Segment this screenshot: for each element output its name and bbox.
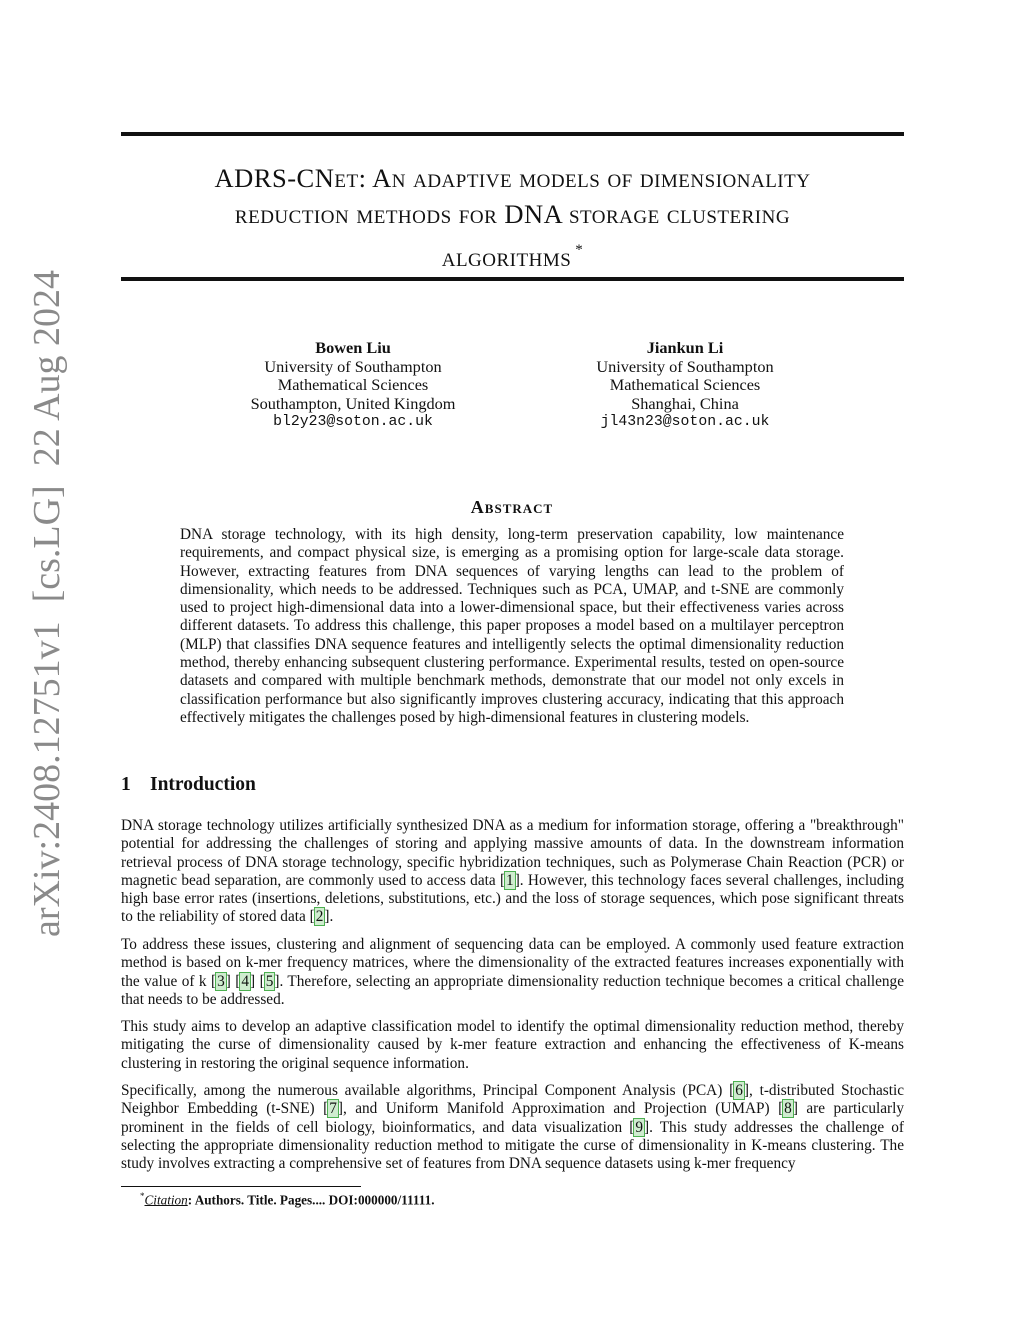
title-line-3: algorithms	[441, 242, 572, 272]
author-block-2	[560, 339, 810, 432]
author-location: Shanghai, China	[631, 393, 739, 413]
footnote	[140, 1191, 435, 1208]
intro-paragraph-1	[121, 817, 904, 927]
author-department: Mathematical Sciences	[609, 375, 761, 394]
intro-paragraph-4	[121, 1082, 904, 1173]
title-top-rule	[121, 132, 904, 136]
author-affiliation: University of Southampton	[596, 356, 774, 376]
paragraph-text: ]. However, this technology faces several challenges, including high base error rates (insertions, deletions, substitutions, etc.) and the loss of storage sequences, which pose significant threats to the reliability of stored data [	[121, 871, 904, 926]
citation-link[interactable]: 4	[241, 972, 250, 990]
title-line-2: reduction methods for DNA storage clustering	[234, 199, 791, 229]
abstract-text: DNA storage technology, with its high density, long-term preservation capability, low maintenance requirements, and compact physical size, is emerging as a promising option for large-scale data storage. However, extracting features from DNA sequences of varying lengths can lead to the problem of dimensionality, which needs to be addressed. Techniques such as PCA, UMAP, and t-SNE are commonly used to project high-dimensional data into a lower-dimensional space, but their effectiveness varies across different datasets. To address this challenge, this paper proposes a model based on a multilayer perceptron (MLP) that classifies DNA sequence features and intelligently selects the optimal dimensionality reduction method, thereby enhancing subsequent clustering performance. Experimental results, tested on open-source datasets and compared with multiple benchmark methods, demonstrate that our model not only excels in classification performance but also significantly improves clustering accuracy, indicating that this approach effectively mitigates the challenges posed by high-dimensional features in clustering models.	[180, 526, 844, 726]
paragraph-text: DNA storage technology utilizes artificially synthesized DNA as a medium for information storage, offering a "breakthrough" potential for addressing the challenges of storing and applying massive amounts of data. In the downstream information retrieval process of DNA storage technology, specific hybridization techniques, such as Polymerase Chain Reaction (PCR) or magnetic bead separation, are commonly used to access data [	[121, 817, 904, 889]
paragraph-text: ].	[324, 908, 334, 926]
paragraph-text: ] are particularly prominent in the fields of cell biology, bioinformatics, and data visualization [	[121, 1100, 905, 1136]
title-line-1: ADRS-CNet: An adaptive models of dimensionality	[214, 163, 811, 193]
citation-link[interactable]: 8	[784, 1100, 792, 1118]
paragraph-text: ]. This study addresses the challenge of selecting the appropriate dimensionality reduction method to mitigate the curse of dimensionality in K-means clustering. The study involves extracting a comprehensive set of features from DNA sequence datasets using k-mer frequency	[121, 1118, 904, 1173]
arxiv-identifier: arXiv:2408.12751v1 [cs.LG] 22 Aug 2024	[26, 269, 68, 937]
author-name: Bowen Liu	[315, 338, 391, 357]
footnote-text: : Authors. Title. Pages.... DOI:000000/11111.	[187, 1192, 435, 1208]
paragraph-text: Specifically, among the numerous available algorithms, Principal Component Analysis (PCA) [	[121, 1082, 735, 1099]
citation-link[interactable]: 1	[506, 871, 514, 889]
citation-link[interactable]: 3	[217, 972, 225, 990]
citation-link[interactable]: 2	[315, 908, 324, 926]
section-heading	[121, 774, 256, 796]
author-block-1	[228, 339, 478, 432]
citation-link[interactable]: 9	[635, 1118, 643, 1136]
footnote-citation-label: Citation	[144, 1192, 188, 1208]
intro-paragraph-2	[121, 936, 904, 1009]
intro-paragraph-3: This study aims to develop an adaptive classification model to identify the optimal dimensionality reduction method, thereby mitigating the curse of dimensionality caused by k-mer feature extraction and enhancing the effectiveness of K-means clustering in restoring the original sequence information.	[121, 1018, 904, 1072]
title-footnote-mark: *	[575, 242, 584, 258]
author-affiliation: University of Southampton	[264, 356, 442, 376]
author-department: Mathematical Sciences	[277, 375, 429, 394]
citation-link[interactable]: 6	[735, 1082, 743, 1099]
author-email[interactable]: bl2y23@soton.ac.uk	[273, 414, 433, 430]
author-location: Southampton, United Kingdom	[250, 393, 456, 413]
footnote-mark: *	[140, 1191, 145, 1201]
paper-title	[121, 160, 904, 275]
paragraph-text: ]. Therefore, selecting an appropriate dimensionality reduction technique becomes a critical challenge that needs to be addressed.	[121, 972, 904, 1008]
section-number: 1	[121, 774, 131, 795]
citation-link[interactable]: 5	[265, 972, 274, 990]
paragraph-text: ], and Uniform Manifold Approximation and Projection (UMAP) [	[337, 1100, 784, 1118]
author-email[interactable]: jl43n23@soton.ac.uk	[600, 414, 770, 430]
section-title: Introduction	[150, 774, 256, 795]
abstract-heading: Abstract	[470, 497, 554, 517]
paragraph-text: ], t-distributed Stochastic Neighbor Embedding (t-SNE) [	[121, 1082, 904, 1118]
title-bottom-rule	[121, 277, 904, 281]
footnote-rule	[121, 1186, 361, 1187]
citation-link[interactable]: 7	[329, 1100, 337, 1118]
paragraph-text: ] [	[250, 972, 265, 990]
paragraph-text: ] [	[225, 972, 241, 990]
paragraph-text: To address these issues, clustering and alignment of sequencing data can be employed. A commonly used feature extraction method is based on k-mer frequency matrices, where the dimensionality of the extracted features increases exponentially with the value of k [	[121, 936, 904, 990]
author-name: Jiankun Li	[646, 338, 724, 357]
